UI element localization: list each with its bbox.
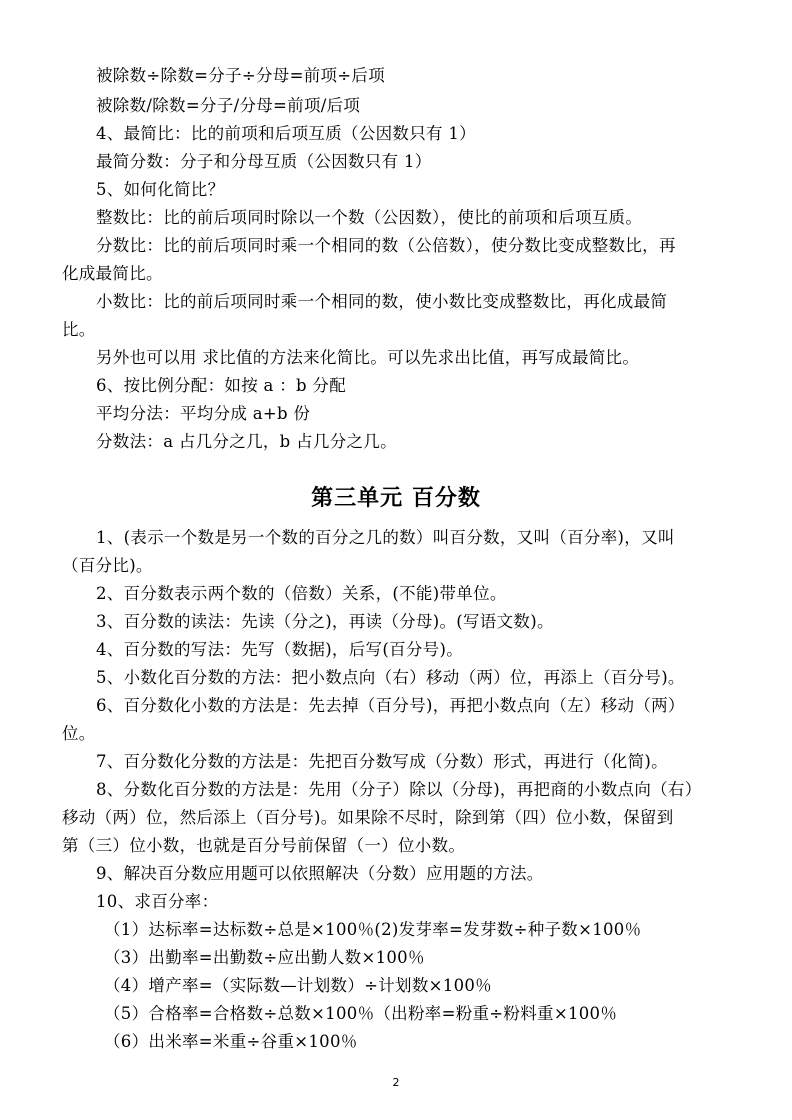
text-line: 10、求百分率：	[96, 892, 219, 911]
text-line: 4、最简比：比的前项和后项互质（公因数只有 1）	[96, 124, 476, 143]
text-line: 整数比：比的前后项同时除以一个数（公因数），使比的前项和后项互质。	[96, 208, 643, 227]
text-line: 比。	[62, 320, 96, 339]
text-line: 化成最简比。	[62, 264, 163, 283]
text-line: 被除数÷除数=分子÷分母=前项÷后项	[96, 66, 386, 85]
text-line: 小数比：比的前后项同时乘一个相同的数，使小数比变成整数比，再化成最简	[96, 292, 668, 311]
text-line: 3、百分数的读法：先读（分之)，再读（分母)。(写语文数)。	[96, 612, 554, 631]
text-line: 移动（两）位，然后添上（百分号)。如果除不尽时，除到第（四）位小数，保留到	[62, 808, 674, 827]
text-line: （3）出勤率=出勤数÷应出勤人数×100％	[104, 948, 425, 967]
text-line: 1、(表示一个数是另一个数的百分之几的数）叫百分数，又叫（百分率)，又叫	[96, 528, 675, 547]
text-line: （百分比)。	[62, 556, 153, 575]
text-line: 另外也可以用 求比值的方法来化简比。可以先求出比值，再写成最简比。	[96, 348, 640, 367]
text-line: 5、如何化简比？	[96, 180, 225, 199]
text-line: （5）合格率=合格数÷总数×100％（出粉率=粉重÷粉料重×100％	[104, 1004, 618, 1023]
text-line: 分数法：a 占几分之几，b 占几分之几。	[96, 432, 397, 451]
text-line: 第（三）位小数，也就是百分号前保留（一）位小数。	[62, 836, 466, 855]
text-line: 7、百分数化分数的方法是：先把百分数写成（分数）形式，再进行（化简)。	[96, 752, 668, 771]
text-line: 8、分数化百分数的方法是：先用（分子）除以（分母)，再把商的小数点向（右）	[96, 780, 702, 799]
text-line: 最简分数：分子和分母互质（公因数只有 1）	[96, 152, 432, 171]
text-line: 6、按比例分配：如按 a ：b 分配	[96, 376, 347, 395]
text-line: 6、百分数化小数的方法是：先去掉（百分号)，再把小数点向（左）移动（两）	[96, 696, 685, 715]
text-line: 分数比：比的前后项同时乘一个相同的数（公倍数），使分数比变成整数比，再	[96, 236, 676, 255]
text-line: 5、小数化百分数的方法：把小数点向（右）移动（两）位，再添上（百分号)。	[96, 668, 685, 687]
text-line: 平均分法：平均分成 a+b 份	[96, 404, 311, 423]
text-line: （6）出米率=米重÷谷重×100％	[104, 1032, 358, 1051]
text-line: 被除数/除数=分子/分母=前项/后项	[96, 96, 361, 115]
text-line: （4）增产率=（实际数—计划数）÷计划数×100％	[104, 976, 492, 995]
page-number: 2	[392, 1076, 400, 1089]
text-line: 位。	[62, 724, 96, 743]
section-heading: 第三单元 百分数	[311, 486, 481, 511]
text-line: 4、百分数的写法：先写（数据)，后写(百分号)。	[96, 640, 464, 659]
text-line: （1）达标率=达标数÷总是×100％(2)发芽率=发芽数÷种子数×100％	[104, 920, 642, 939]
text-line: 9、解决百分数应用题可以依照解决（分数）应用题的方法。	[96, 864, 544, 883]
text-line: 2、百分数表示两个数的（倍数）关系，(不能)带单位。	[96, 584, 507, 603]
